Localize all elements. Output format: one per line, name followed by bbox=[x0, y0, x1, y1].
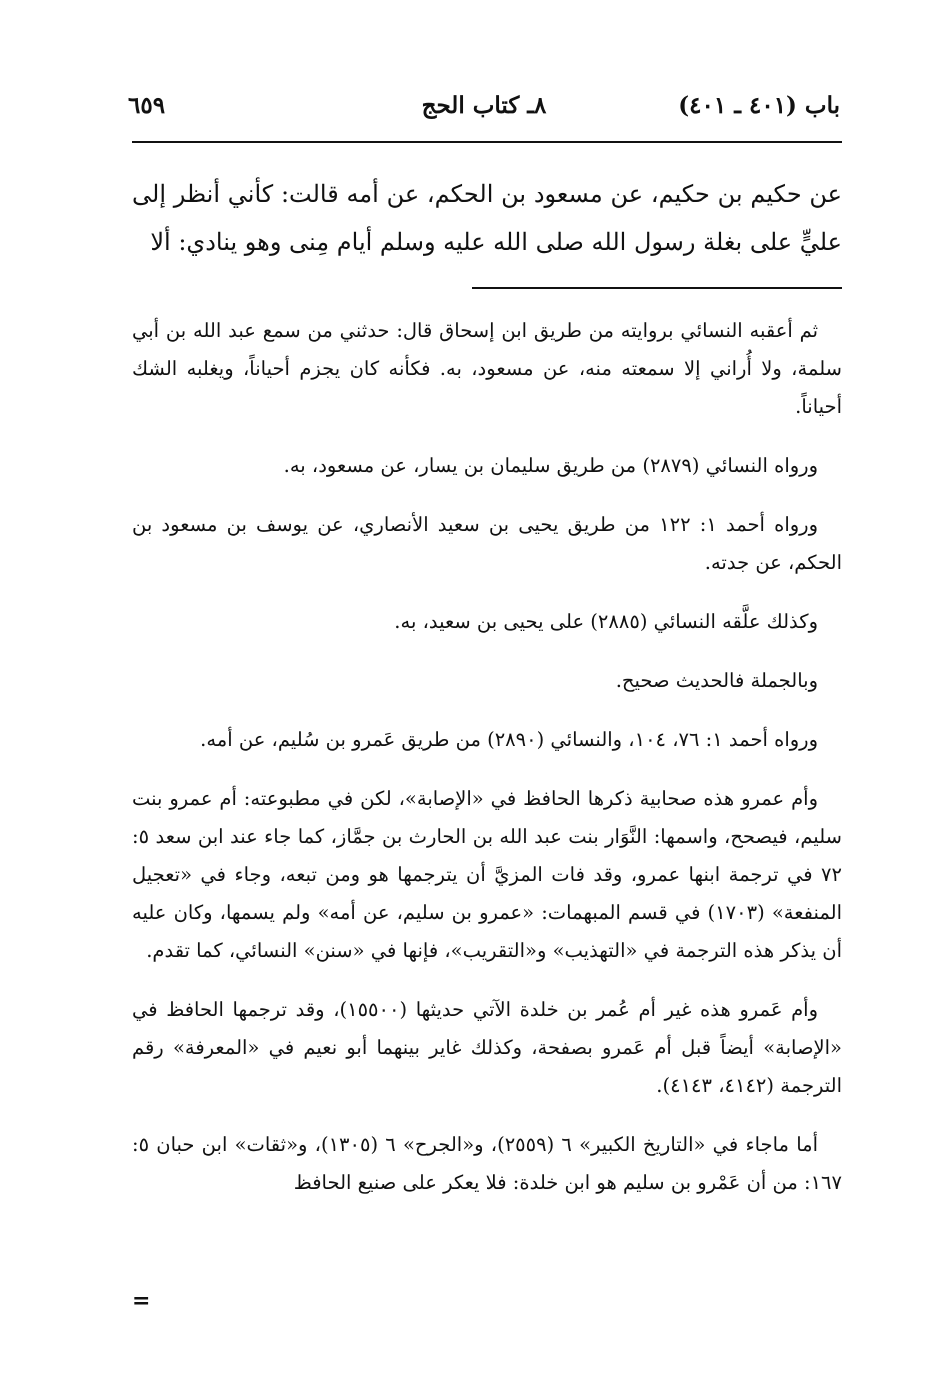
footnote-paragraph: ورواه أحمد ١: ١٢٢ من طريق يحيى بن سعيد الأنصاري، عن يوسف بن مسعود بن الحكم، عن جدته. bbox=[132, 513, 842, 574]
header-divider bbox=[132, 141, 842, 143]
footnote-paragraph: ثم أعقبه النسائي بروايته من طريق ابن إسحاق قال: حدثني من سمع عبد الله بن أبي سلمة، ولا أُراني إلا سمعته منه، عن مسعود، به. فكأنه كان يجزم أحياناً، ويغلبه الشك أحياناً. bbox=[132, 319, 842, 418]
footnote-divider bbox=[472, 287, 842, 289]
footnote-paragraph: وأم عَمرو هذه غير أم عُمر بن خلدة الآتي حديثها (١٥٥٠٠)، وقد ترجمها الحافظ في «الإصابة» أيضاً قبل أم عَمرو بصفحة، وكذلك غاير بينهما أبو نعيم في «المعرفة» رقم الترجمة (٤١٤٢، ٤١٤٣). bbox=[132, 998, 842, 1097]
footnote-paragraph: ورواه أحمد ١: ٧٦، ١٠٤، والنسائي (٢٨٩٠) من طريق عَمرو بن سُليم، عن أمه. bbox=[200, 728, 818, 751]
footnote-paragraph: وأم عمرو هذه صحابية ذكرها الحافظ في «الإصابة»، لكن في مطبوعته: أم عمرو بنت سليم، فيصحح، واسمها: النَّوَار بنت عبد الله بن الحارث بن جمَّاز، كما جاء عند ابن سعد ٥: ٧٢ في ترجمة ابنها عمرو، وقد فات المزيَّ أن يترجمها هو ومن تبعه، وجاء في «تعجيل المنفعة» (١٧٠٣) في قسم المبهمات: «عمرو بن سليم، عن أمه» ولم يسمها، وكان عليه أن يذكر هذه الترجمة في «التهذيب» و«التقريب»، فإنها في «سنن» النسائي، كما تقدم. bbox=[132, 787, 842, 962]
page-header bbox=[128, 92, 840, 136]
footnote-paragraph: وكذلك علَّقه النسائي (٢٨٨٥) على يحيى بن سعيد، به. bbox=[394, 610, 818, 633]
book-title: ٨ـ كتاب الحج bbox=[421, 92, 547, 119]
continuation-mark: = bbox=[132, 1288, 151, 1314]
footnote-paragraph: أما ماجاء في «التاريخ الكبير» ٦ (٢٥٥٩)، و«الجرح» ٦ (١٣٠٥)، و«ثقات» ابن حبان ٥: ١٦٧: من أن عَمْرو بن سليم هو ابن خلدة: فلا يعكر على صنيع الحافظ bbox=[132, 1133, 842, 1194]
main-text-block bbox=[132, 170, 842, 266]
main-text: عن حكيم بن حكيم، عن مسعود بن الحكم، عن أمه قالت: كأني أنظر إلى عليٍّ على بغلة رسول الله صلى الله عليه وسلم أيام مِنى وهو ينادي: ألا bbox=[132, 180, 842, 256]
chapter-label: باب (٤٠١ ـ ٤٠١) bbox=[678, 92, 840, 119]
footnote-paragraph: وبالجملة فالحديث صحيح. bbox=[615, 669, 818, 692]
footnote-paragraph: ورواه النسائي (٢٨٧٩) من طريق سليمان بن يسار، عن مسعود، به. bbox=[283, 454, 818, 477]
footnotes bbox=[132, 312, 842, 1223]
page-number: ٦٥٩ bbox=[128, 92, 166, 119]
